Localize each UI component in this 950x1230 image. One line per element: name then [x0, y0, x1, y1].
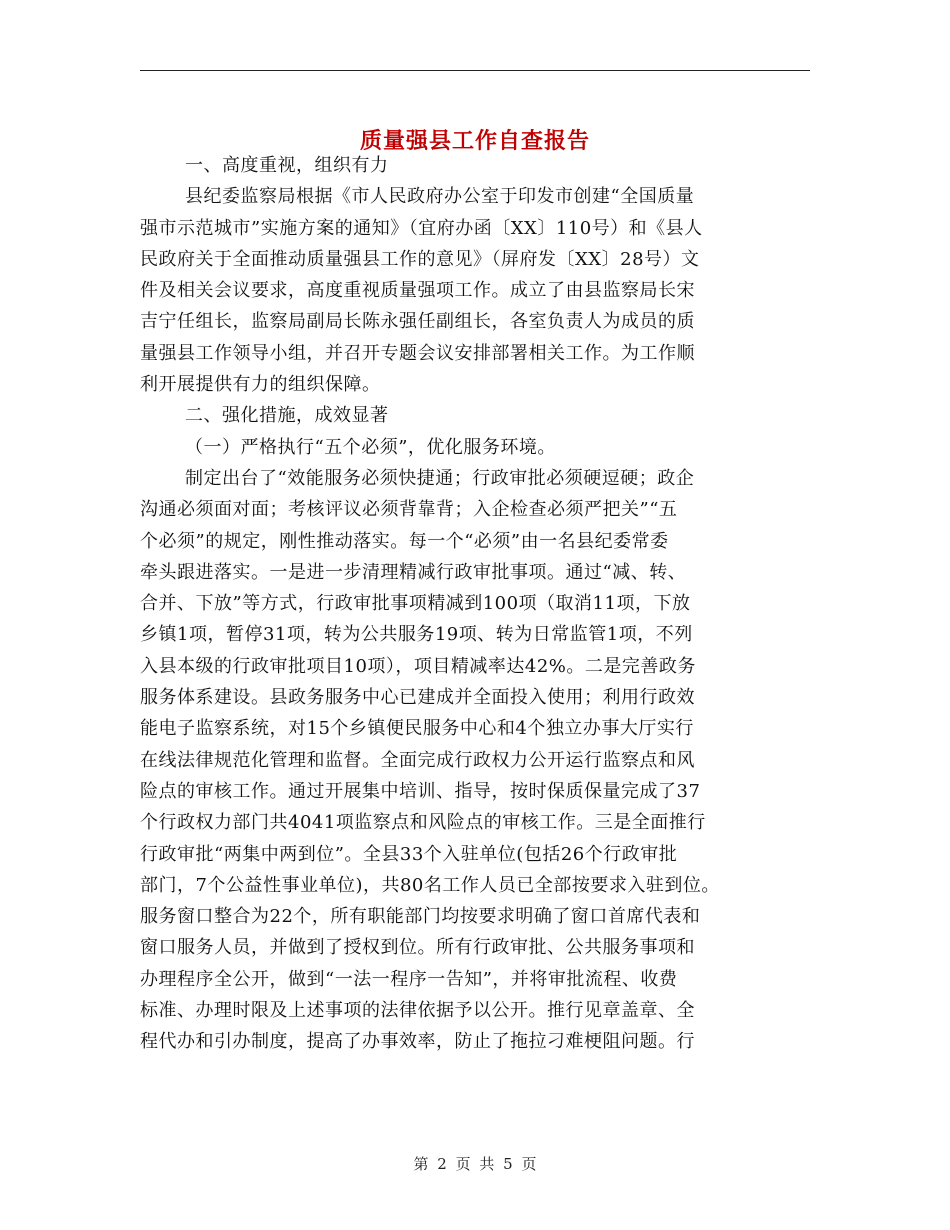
section-heading-2: 二、强化措施，成效显著 — [185, 405, 389, 427]
paragraph-line: 标准、办理时限及上述事项的法律依据予以公开。推行见章盖章、全 — [140, 1000, 695, 1022]
page-number-footer: 第 2 页 共 5 页 — [413, 1155, 537, 1173]
paragraph-line: 牵头跟进落实。一是进一步清理精减行政审批事项。通过“减、转、 — [140, 561, 687, 583]
paragraph-line: 合并、下放”等方式，行政审批事项精减到100项（取消11项，下放 — [140, 593, 691, 615]
paragraph-line: 民政府关于全面推动质量强县工作的意见》（屏府发〔XX〕28号）文 — [140, 248, 700, 270]
paragraph-line: 沟通必须面对面；考核评议必须背靠背；入企检查必须严把关”“五 — [140, 499, 678, 521]
paragraph-line: 服务窗口整合为22个，所有职能部门均按要求明确了窗口首席代表和 — [140, 906, 701, 928]
document-title: 质量强县工作自查报告 — [359, 127, 590, 154]
paragraph-line: 县纪委监察局根据《市人民政府办公室于印发市创建“全国质量 — [185, 186, 695, 208]
paragraph-line: 强市示范城市”实施方案的通知》（宜府办函〔XX〕110号）和《县人 — [140, 217, 703, 239]
paragraph-line: 乡镇1项，暂停31项，转为公共服务19项、转为日常监管1项，不列 — [140, 624, 693, 646]
paragraph-line: 入县本级的行政审批项目10项），项目精减率达42%。二是完善政务 — [140, 655, 696, 677]
paragraph-line: 制定出台了“效能服务必须快捷通；行政审批必须硬逗硬；政企 — [185, 467, 695, 489]
subsection-heading-1: （一）严格执行“五个必须”，优化服务环境。 — [185, 436, 556, 458]
paragraph-line: 量强县工作领导小组，并召开专题会议安排部署相关工作。为工作顺 — [140, 342, 695, 364]
section-heading-1: 一、高度重视，组织有力 — [185, 155, 389, 176]
header-rule — [140, 70, 810, 71]
paragraph-line: 吉宁任组长，监察局副局长陈永强任副组长，各室负责人为成员的质 — [140, 311, 695, 333]
paragraph-line: 服务体系建设。县政务服务中心已建成并全面投入使用；利用行政效 — [140, 687, 695, 709]
paragraph-line: 个必须”的规定，刚性推动落实。每一个“必须”由一名县纪委常委 — [140, 530, 669, 552]
paragraph-line: 办理程序全公开，做到“一法一程序一告知”，并将审批流程、收费 — [140, 968, 678, 990]
paragraph-line: 利开展提供有力的组织保障。 — [140, 374, 381, 396]
paragraph-line: 在线法律规范化管理和监督。全面完成行政权力公开运行监察点和风 — [140, 749, 695, 771]
paragraph-line: 险点的审核工作。通过开展集中培训、指导，按时保质保量完成了37 — [140, 780, 701, 802]
paragraph-line: 行政审批“两集中两到位”。全县33个入驻单位(包括26个行政审批 — [140, 843, 678, 865]
paragraph-line: 部门，7个公益性事业单位)，共80名工作人员已全部按要求入驻到位。 — [140, 874, 720, 896]
document-body — [140, 150, 810, 1058]
paragraph-line: 窗口服务人员，并做到了授权到位。所有行政审批、公共服务事项和 — [140, 937, 695, 959]
paragraph-line: 件及相关会议要求，高度重视质量强项工作。成立了由县监察局长宋 — [140, 280, 695, 302]
paragraph-line: 能电子监察系统，对15个乡镇便民服务中心和4个独立办事大厅实行 — [140, 718, 694, 740]
paragraph-line: 程代办和引办制度，提高了办事效率，防止了拖拉刁难梗阻问题。行 — [140, 1031, 695, 1053]
paragraph-line: 个行政权力部门共4041项监察点和风险点的审核工作。三是全面推行 — [140, 812, 706, 834]
